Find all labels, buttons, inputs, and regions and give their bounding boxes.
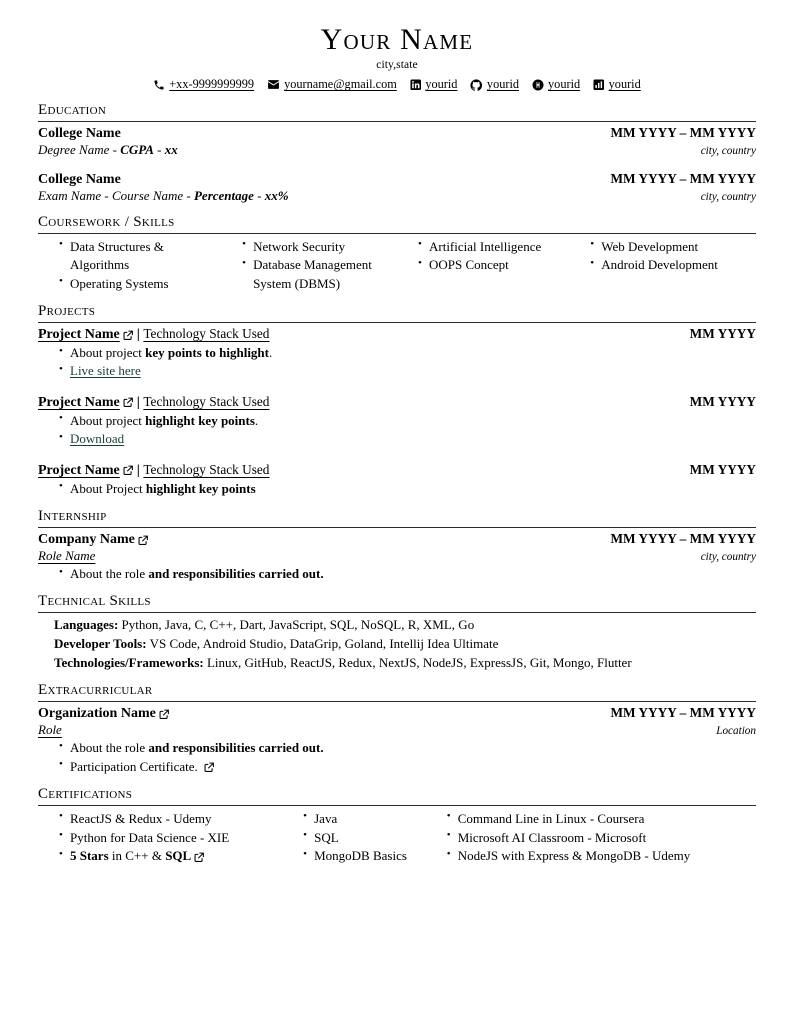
list-item: • 5 Stars in C++ & SQL — [59, 847, 282, 866]
certification-list — [426, 810, 756, 867]
education-dates: MM YYYY – MM YYYY — [610, 125, 756, 141]
contact-list — [38, 77, 756, 92]
linkedin-icon — [410, 79, 422, 91]
list-item: • About Project highlight key points — [59, 480, 756, 498]
section-technical-skills — [38, 592, 756, 672]
external-link-icon[interactable] — [123, 465, 134, 476]
extracurricular-dates: MM YYYY – MM YYYY — [610, 705, 756, 721]
section-divider — [38, 233, 756, 234]
project-separator: | — [136, 327, 140, 342]
certification-list — [282, 810, 426, 867]
project-separator: | — [136, 462, 140, 478]
list-item: • About project highlight key points. — [59, 412, 756, 430]
external-link-icon[interactable] — [204, 762, 215, 773]
project-link[interactable]: Download — [70, 431, 125, 447]
project-entry-header — [38, 394, 756, 411]
internship-header — [38, 531, 756, 548]
certification-list — [38, 810, 282, 867]
project-name[interactable]: Project Name — [38, 394, 120, 410]
project-bullets — [38, 480, 756, 498]
certification-column — [38, 809, 282, 867]
list-item: • About project key points to highlight. — [59, 344, 756, 362]
list-item: • MongoDB Basics — [303, 847, 426, 866]
project-separator: | — [136, 394, 140, 410]
coursework-column — [221, 237, 397, 293]
education-entry-header — [38, 125, 756, 142]
section-projects — [38, 302, 756, 498]
list-item: • Command Line in Linux - Coursera — [447, 810, 756, 829]
education-entry-sub — [38, 188, 756, 204]
internship-entry — [38, 531, 756, 583]
resume-header — [38, 24, 756, 92]
contact-item-leetcode[interactable] — [593, 77, 641, 92]
project-name[interactable]: Project Name — [38, 327, 120, 342]
section-divider — [38, 121, 756, 122]
project-title-line — [38, 462, 269, 479]
header-location: city,state — [376, 59, 418, 72]
skill-values: Linux, GitHub, ReactJS, Redux, NextJS, NodeJS, ExpressJS, Git, Mongo, Flutter — [203, 654, 632, 670]
company-name: Company Name — [38, 532, 135, 548]
project-title-line — [38, 326, 269, 343]
contact-item-linkedin[interactable] — [410, 77, 458, 92]
education-entry — [38, 125, 756, 158]
skill-category-label: Developer Tools: — [54, 635, 147, 651]
education-entry-header — [38, 171, 756, 188]
skill-line — [54, 616, 756, 635]
certification-column — [426, 809, 756, 867]
extracurricular-bullets — [38, 739, 756, 776]
institution-name: College Name — [38, 126, 121, 142]
list-item — [59, 362, 756, 380]
list-item: • Android Development — [590, 256, 756, 274]
hackerrank-icon — [532, 79, 544, 91]
project-date: MM YYYY — [689, 461, 756, 477]
certification-column — [282, 809, 426, 867]
project-bullets — [38, 344, 756, 381]
project-link[interactable]: Live site here — [70, 363, 141, 379]
project-bullets — [38, 412, 756, 449]
organization-name: Organization Name — [38, 706, 156, 722]
education-entries — [38, 125, 756, 204]
project-entries — [38, 326, 756, 498]
section-divider — [38, 612, 756, 613]
contact-text[interactable]: +xx-9999999999 — [169, 77, 255, 92]
section-divider — [38, 701, 756, 702]
degree-detail: Degree Name - CGPA - xx — [38, 142, 178, 158]
contact-item-email[interactable] — [267, 77, 397, 92]
skill-line — [54, 654, 756, 673]
internship-location: city, country — [700, 551, 756, 564]
education-location: city, country — [700, 191, 756, 204]
section-heading-projects: Projects — [38, 303, 96, 320]
coursework-list — [221, 238, 397, 293]
list-item: • NodeJS with Express & MongoDB - Udemy — [447, 847, 756, 866]
skill-values: Python, Java, C, C++, Dart, JavaScript, SQL, NoSQL, R, XML, Go — [118, 617, 475, 633]
leetcode-icon — [593, 79, 605, 91]
contact-item-phone[interactable] — [153, 77, 254, 92]
contact-text[interactable]: yourname@gmail.com — [284, 77, 397, 92]
certification-columns — [38, 809, 756, 867]
coursework-column — [397, 237, 569, 293]
coursework-list — [397, 238, 569, 275]
project-name[interactable]: Project Name — [38, 462, 120, 478]
section-heading-extracurricular: Extracurricular — [38, 682, 153, 699]
coursework-column — [569, 237, 756, 293]
internship-bullets — [38, 565, 756, 583]
list-item: • Participation Certificate. — [59, 758, 756, 776]
project-entry — [38, 462, 756, 498]
education-location: city, country — [700, 145, 756, 158]
external-link-icon[interactable] — [123, 397, 134, 408]
external-link-icon[interactable] — [159, 709, 170, 720]
extracurricular-header — [38, 705, 756, 722]
list-item: • Network Security — [242, 238, 397, 256]
section-coursework — [38, 213, 756, 293]
project-entry — [38, 326, 756, 381]
list-item — [59, 430, 756, 448]
skill-line — [54, 635, 756, 654]
section-heading-coursework: Coursework / Skills — [38, 214, 175, 231]
list-item: • Python for Data Science - XIE — [59, 829, 282, 848]
list-item: • Web Development — [590, 238, 756, 256]
external-link-icon[interactable] — [194, 852, 205, 863]
internship-role: Role Name — [38, 548, 96, 564]
technical-skills-list — [38, 616, 756, 672]
external-link-icon[interactable] — [138, 535, 149, 546]
project-tech-stack: Technology Stack Used — [143, 393, 270, 409]
skill-values: VS Code, Android Studio, DataGrip, Goland, Intellij Idea Ultimate — [146, 635, 499, 651]
section-extracurricular — [38, 681, 756, 776]
section-heading-education: Education — [38, 102, 107, 119]
list-item: • OOPS Concept — [418, 256, 569, 274]
skill-category-label: Technologies/Frameworks: — [54, 654, 204, 670]
email-icon — [267, 78, 280, 91]
certification-highlight: 5 Stars — [70, 848, 109, 864]
project-tech-stack: Technology Stack Used — [143, 461, 270, 477]
internship-dates: MM YYYY – MM YYYY — [610, 531, 756, 547]
section-divider — [38, 322, 756, 323]
list-item: • Operating Systems — [59, 275, 221, 293]
list-item: • ReactJS & Redux - Udemy — [59, 810, 282, 829]
section-divider — [38, 805, 756, 806]
project-date: MM YYYY — [689, 326, 756, 341]
external-link-icon[interactable] — [123, 330, 134, 341]
certification-highlight: SQL — [165, 848, 192, 864]
company-name-line — [38, 532, 148, 548]
project-entry — [38, 394, 756, 449]
section-heading-certifications: Certifications — [38, 786, 133, 803]
contact-text[interactable]: yourid — [425, 77, 458, 92]
phone-icon — [153, 79, 165, 91]
education-dates: MM YYYY – MM YYYY — [610, 171, 756, 187]
list-item: • Java — [303, 810, 426, 829]
contact-text[interactable]: yourid — [548, 77, 581, 92]
extracurricular-role: Role — [38, 722, 62, 738]
section-certifications — [38, 785, 756, 866]
institution-name: College Name — [38, 172, 121, 188]
page-title: Your Name — [320, 23, 474, 56]
list-item: • Database Management System (DBMS) — [242, 256, 397, 293]
education-entry-sub — [38, 142, 756, 158]
section-internship — [38, 507, 756, 583]
project-tech-stack: Technology Stack Used — [143, 326, 270, 341]
section-divider — [38, 527, 756, 528]
project-entry-header — [38, 462, 756, 479]
section-education — [38, 101, 756, 204]
contact-text[interactable]: yourid — [486, 77, 520, 92]
list-item: • About the role and responsibilities carried out. — [59, 739, 756, 757]
coursework-columns — [38, 237, 756, 293]
project-date: MM YYYY — [689, 393, 756, 409]
coursework-list — [38, 238, 221, 293]
coursework-column — [38, 237, 221, 293]
section-heading-technical-skills: Technical Skills — [38, 593, 151, 610]
list-item: • About the role and responsibilities carried out. — [59, 565, 756, 583]
skill-category-label: Languages: — [54, 617, 119, 633]
internship-subheader — [38, 548, 756, 564]
extracurricular-entry — [38, 705, 756, 776]
contact-item-github[interactable] — [470, 77, 519, 92]
extracurricular-location: Location — [716, 725, 756, 738]
coursework-list — [569, 238, 756, 275]
organization-name-line — [38, 706, 169, 722]
education-entry — [38, 171, 756, 204]
section-heading-internship: Internship — [38, 508, 107, 525]
degree-detail: Exam Name - Course Name - Percentage - xx% — [38, 188, 289, 204]
list-item: • Artificial Intelligence — [418, 238, 569, 256]
project-title-line — [38, 394, 269, 411]
contact-item-hackerrank[interactable] — [532, 77, 580, 92]
extracurricular-subheader — [38, 722, 756, 738]
list-item: • Microsoft AI Classroom - Microsoft — [447, 829, 756, 848]
list-item: • SQL — [303, 829, 426, 848]
github-icon — [470, 79, 483, 92]
list-item: • Data Structures & Algorithms — [59, 238, 221, 275]
project-entry-header — [38, 326, 756, 343]
contact-text[interactable]: yourid — [608, 77, 641, 92]
